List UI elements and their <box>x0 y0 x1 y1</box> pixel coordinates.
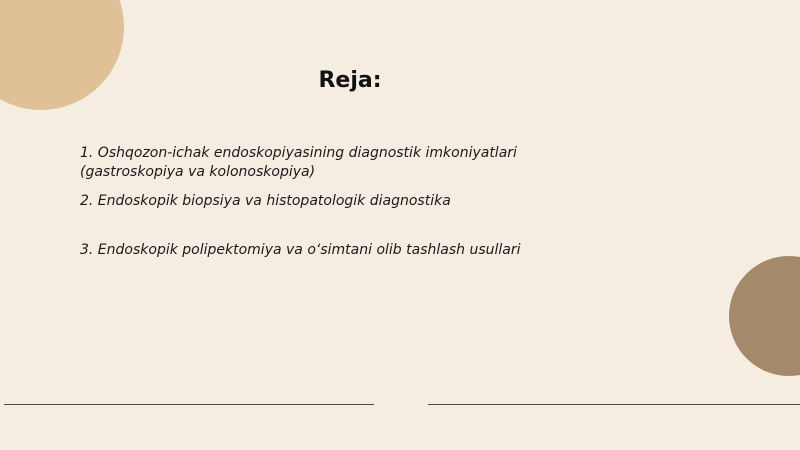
agenda-item-1-line-2: (gastroskopiya va kolonoskopiya) <box>80 164 316 180</box>
divider-line-left <box>4 404 374 405</box>
agenda-item-3-text: 3. Endoskopik polipektomiya va o‘simtani olib tashlash usullari <box>80 242 521 258</box>
decorative-circle-bottom-right <box>729 256 800 376</box>
agenda-item-3 <box>80 241 640 260</box>
decorative-circle-top-left <box>0 0 124 110</box>
agenda-item-2-text: 2. Endoskopik biopsiya va histopatologik diagnostika <box>80 193 451 209</box>
agenda-item-1 <box>80 144 640 182</box>
agenda-list <box>80 144 640 260</box>
divider-line-right <box>428 404 800 405</box>
agenda-item-1-line-1: 1. Oshqozon-ichak endoskopiyasining diagnostik imkoniyatlari <box>80 145 517 161</box>
slide-title: Reja: <box>318 68 382 93</box>
agenda-item-2 <box>80 192 640 211</box>
